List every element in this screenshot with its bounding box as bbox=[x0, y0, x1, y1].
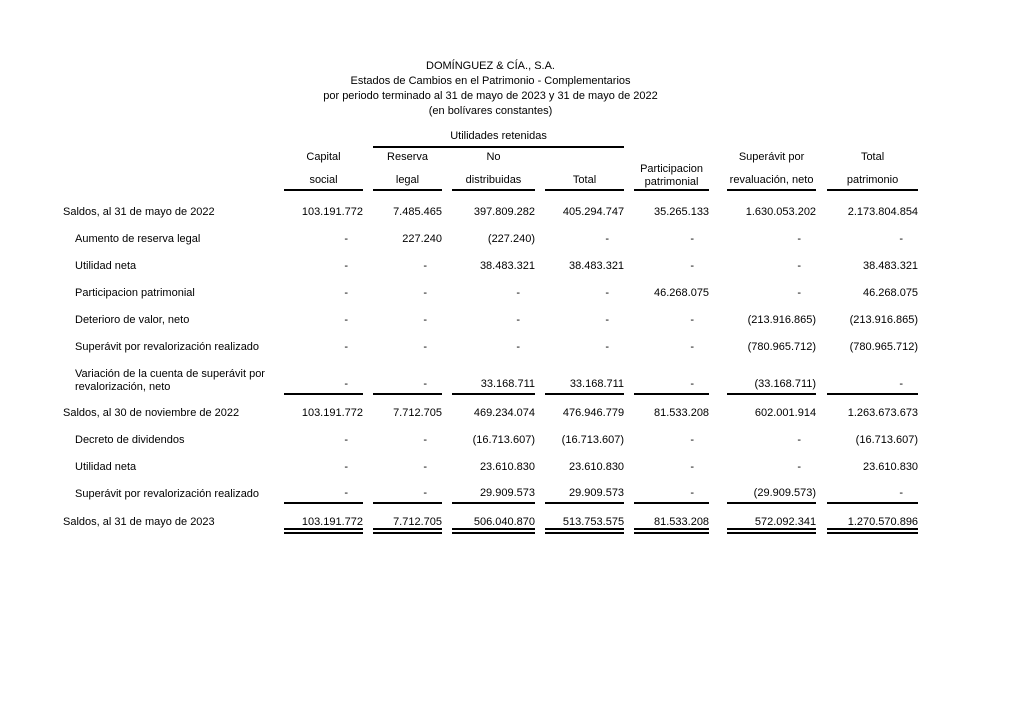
column-gap bbox=[442, 338, 452, 365]
table-cell: - bbox=[690, 260, 695, 272]
row-label: Decreto de dividendos bbox=[75, 434, 185, 446]
col-header-reserva-line1: Reserva bbox=[387, 151, 428, 163]
table-cell: 397.809.282 bbox=[473, 206, 535, 218]
table-cell: - bbox=[690, 314, 695, 326]
header-spacer bbox=[63, 190, 918, 203]
col-header-capital-line1: Capital bbox=[306, 151, 341, 163]
table-cell: 572.092.341 bbox=[727, 513, 816, 531]
column-gap bbox=[709, 431, 727, 458]
table-row bbox=[63, 230, 918, 257]
col-header-capital-line2: social bbox=[284, 163, 363, 190]
table-cell: - bbox=[423, 260, 427, 272]
column-gap bbox=[816, 257, 827, 284]
column-gap bbox=[363, 431, 373, 458]
column-gap bbox=[535, 284, 545, 311]
table-cell: - bbox=[899, 233, 904, 245]
statement-title-block bbox=[63, 59, 918, 119]
table-cell: - bbox=[605, 287, 610, 299]
column-gap bbox=[624, 338, 634, 365]
column-gap bbox=[442, 284, 452, 311]
table-row bbox=[63, 485, 918, 503]
table-cell: - bbox=[797, 260, 802, 272]
table-cell: - bbox=[423, 434, 427, 446]
table-cell: 46.268.075 bbox=[654, 287, 710, 299]
table-cell: 46.268.075 bbox=[863, 287, 919, 299]
column-gap bbox=[363, 404, 373, 431]
table-cell: - bbox=[797, 434, 802, 446]
table-cell: - bbox=[516, 314, 520, 326]
table-row bbox=[63, 513, 918, 531]
table-cell: (227.240) bbox=[487, 233, 535, 245]
table-cell: - bbox=[344, 314, 348, 326]
table-cell: - bbox=[516, 287, 520, 299]
table-cell: 7.485.465 bbox=[393, 206, 442, 218]
table-cell: - bbox=[827, 365, 918, 394]
column-gap bbox=[535, 513, 545, 531]
table-cell: - bbox=[344, 461, 348, 473]
column-gap bbox=[624, 365, 634, 394]
table-cell: 29.909.573 bbox=[545, 485, 624, 503]
column-gap bbox=[709, 485, 727, 503]
table-cell: (33.168.711) bbox=[727, 365, 816, 394]
group-header-utilidades-retenidas: Utilidades retenidas bbox=[373, 130, 624, 147]
table-cell: - bbox=[344, 287, 348, 299]
row-label: Participacion patrimonial bbox=[75, 287, 195, 299]
col-header-reserva-line2: legal bbox=[373, 163, 442, 190]
row-label: Utilidad neta bbox=[75, 461, 137, 473]
table-cell: 469.234.074 bbox=[473, 407, 535, 419]
table-cell: 38.483.321 bbox=[479, 260, 535, 272]
period-line: por periodo terminado al 31 de mayo de 2023 y 31 de mayo de 2022 bbox=[323, 90, 658, 102]
column-gap bbox=[442, 365, 452, 394]
table-cell: 7.712.705 bbox=[393, 407, 442, 419]
table-cell: - bbox=[284, 485, 363, 503]
column-gap bbox=[816, 230, 827, 257]
table-cell: 23.610.830 bbox=[479, 461, 535, 473]
row-spacer bbox=[63, 394, 918, 404]
column-gap bbox=[535, 203, 545, 230]
col-header-no-distribuidas-line2: distribuidas bbox=[452, 163, 535, 190]
row-label: Deterioro de valor, neto bbox=[75, 314, 190, 326]
column-gap bbox=[363, 513, 373, 531]
row-label: Saldos, al 31 de mayo de 2022 bbox=[63, 206, 215, 218]
column-gap bbox=[816, 338, 827, 365]
column-gap bbox=[442, 230, 452, 257]
table-header bbox=[63, 130, 918, 190]
column-gap bbox=[816, 203, 827, 230]
table-cell: - bbox=[690, 434, 695, 446]
col-header-superavit-line1: Superávit por bbox=[738, 151, 805, 163]
table-row bbox=[63, 365, 918, 394]
column-gap bbox=[816, 431, 827, 458]
column-gap bbox=[535, 257, 545, 284]
column-header-row-2 bbox=[63, 163, 918, 190]
table-cell: 35.265.133 bbox=[654, 206, 710, 218]
table-row bbox=[63, 203, 918, 230]
table-cell: 81.533.208 bbox=[654, 407, 710, 419]
column-gap bbox=[535, 338, 545, 365]
row-label: Saldos, al 31 de mayo de 2023 bbox=[63, 516, 215, 528]
table-cell: (16.713.607) bbox=[472, 434, 535, 446]
column-gap bbox=[709, 458, 727, 485]
row-label: Aumento de reserva legal bbox=[75, 233, 201, 245]
table-cell: - bbox=[344, 434, 348, 446]
column-gap bbox=[363, 257, 373, 284]
table-cell: - bbox=[344, 233, 348, 245]
table-cell: (213.916.865) bbox=[849, 314, 919, 326]
table-cell: 38.483.321 bbox=[569, 260, 625, 272]
column-gap bbox=[535, 365, 545, 394]
row-label: Saldos, al 30 de noviembre de 2022 bbox=[63, 407, 240, 419]
col-header-no-distribuidas-line1: No bbox=[486, 151, 501, 163]
table-cell: - bbox=[423, 341, 427, 353]
column-gap bbox=[624, 203, 634, 230]
table-cell: - bbox=[284, 365, 363, 394]
table-cell: - bbox=[373, 485, 442, 503]
table-cell: 38.483.321 bbox=[863, 260, 919, 272]
column-gap bbox=[442, 257, 452, 284]
column-gap bbox=[442, 513, 452, 531]
column-gap bbox=[624, 431, 634, 458]
table-cell: - bbox=[605, 341, 610, 353]
table-cell: 103.191.772 bbox=[301, 407, 363, 419]
table-cell: - bbox=[423, 314, 427, 326]
column-gap bbox=[363, 338, 373, 365]
table-cell: (213.916.865) bbox=[747, 314, 817, 326]
table-cell: 103.191.772 bbox=[284, 513, 363, 531]
column-gap bbox=[624, 257, 634, 284]
table-row bbox=[63, 257, 918, 284]
table-row bbox=[63, 311, 918, 338]
table-cell: (16.713.607) bbox=[855, 434, 919, 446]
table-cell: - bbox=[634, 485, 709, 503]
column-gap bbox=[535, 230, 545, 257]
column-gap bbox=[624, 311, 634, 338]
table-cell: 1.263.673.673 bbox=[847, 407, 919, 419]
table-cell: - bbox=[373, 365, 442, 394]
column-gap bbox=[535, 404, 545, 431]
column-gap bbox=[816, 284, 827, 311]
table-cell: 7.712.705 bbox=[373, 513, 442, 531]
table-cell: - bbox=[690, 233, 695, 245]
table-cell: 23.610.830 bbox=[863, 461, 919, 473]
table-cell: 2.173.804.854 bbox=[847, 206, 919, 218]
row-spacer bbox=[63, 503, 918, 513]
column-gap bbox=[709, 513, 727, 531]
column-gap bbox=[624, 458, 634, 485]
table-cell: (780.965.712) bbox=[849, 341, 919, 353]
column-gap bbox=[709, 365, 727, 394]
table-body bbox=[63, 190, 918, 531]
col-header-total-patrimonio-line2: patrimonio bbox=[827, 163, 918, 190]
column-gap bbox=[624, 485, 634, 503]
table-cell: (16.713.607) bbox=[561, 434, 625, 446]
table-row bbox=[63, 431, 918, 458]
table-cell: 227.240 bbox=[402, 233, 442, 245]
table-row bbox=[63, 284, 918, 311]
table-cell: 513.753.575 bbox=[545, 513, 624, 531]
column-gap bbox=[816, 485, 827, 503]
column-gap bbox=[816, 365, 827, 394]
col-header-total-line1 bbox=[545, 147, 624, 163]
table-cell: - bbox=[690, 461, 695, 473]
table-cell: - bbox=[516, 341, 520, 353]
column-gap bbox=[442, 458, 452, 485]
column-gap bbox=[442, 203, 452, 230]
table-cell: - bbox=[690, 341, 695, 353]
table-row bbox=[63, 404, 918, 431]
column-gap bbox=[624, 513, 634, 531]
column-gap bbox=[442, 311, 452, 338]
column-gap bbox=[709, 404, 727, 431]
column-gap bbox=[709, 230, 727, 257]
table-cell: 476.946.779 bbox=[562, 407, 625, 419]
table-cell: 29.909.573 bbox=[452, 485, 535, 503]
table-cell: 602.001.914 bbox=[754, 407, 817, 419]
row-label: Utilidad neta bbox=[75, 260, 137, 272]
row-label: Superávit por revalorización realizado bbox=[75, 341, 260, 353]
table-cell: - bbox=[827, 485, 918, 503]
table-cell: 23.610.830 bbox=[569, 461, 625, 473]
table-cell: 33.168.711 bbox=[452, 365, 535, 394]
column-gap bbox=[709, 284, 727, 311]
table-cell: - bbox=[605, 233, 610, 245]
col-header-participacion-patrimonial: Participacion patrimonial bbox=[634, 147, 709, 190]
column-gap bbox=[442, 485, 452, 503]
column-gap bbox=[363, 485, 373, 503]
column-gap bbox=[816, 404, 827, 431]
table-cell: 405.294.747 bbox=[562, 206, 625, 218]
column-gap bbox=[816, 311, 827, 338]
table-cell: - bbox=[423, 287, 427, 299]
table-cell: 81.533.208 bbox=[634, 513, 709, 531]
row-label: Superávit por revalorización realizado bbox=[75, 488, 260, 500]
column-header-row-1 bbox=[63, 147, 918, 163]
table-cell: 1.630.053.202 bbox=[745, 206, 817, 218]
column-gap bbox=[363, 311, 373, 338]
column-gap bbox=[816, 513, 827, 531]
table-cell: - bbox=[344, 341, 348, 353]
col-header-total-patrimonio-line1: Total bbox=[860, 151, 885, 163]
column-gap bbox=[624, 284, 634, 311]
row-label: Variación de la cuenta de superávit por revalorización, neto bbox=[75, 368, 265, 393]
col-header-total-line2: Total bbox=[545, 163, 624, 190]
column-gap bbox=[535, 458, 545, 485]
table-row bbox=[63, 338, 918, 365]
table-cell: - bbox=[797, 287, 802, 299]
table-cell: - bbox=[797, 233, 802, 245]
column-gap bbox=[363, 365, 373, 394]
table-cell: (29.909.573) bbox=[727, 485, 816, 503]
table-row bbox=[63, 458, 918, 485]
table-cell: - bbox=[423, 461, 427, 473]
table-cell: - bbox=[797, 461, 802, 473]
column-gap bbox=[709, 257, 727, 284]
table-cell: 103.191.772 bbox=[301, 206, 363, 218]
currency-note: (en bolívares constantes) bbox=[428, 105, 553, 117]
column-gap bbox=[442, 431, 452, 458]
column-gap bbox=[363, 203, 373, 230]
col-header-superavit-line2: revaluación, neto bbox=[727, 163, 816, 190]
column-gap bbox=[363, 458, 373, 485]
column-gap bbox=[535, 311, 545, 338]
table-cell: - bbox=[634, 365, 709, 394]
column-gap bbox=[709, 338, 727, 365]
table-cell: - bbox=[344, 260, 348, 272]
column-gap bbox=[535, 431, 545, 458]
group-header-row bbox=[63, 130, 918, 147]
column-gap bbox=[816, 458, 827, 485]
table-cell: 1.270.570.896 bbox=[827, 513, 918, 531]
column-gap bbox=[624, 230, 634, 257]
table-cell: - bbox=[605, 314, 610, 326]
equity-statement-table bbox=[63, 130, 918, 534]
column-gap bbox=[709, 203, 727, 230]
statement-name: Estados de Cambios en el Patrimonio - Complementarios bbox=[350, 75, 631, 87]
column-gap bbox=[363, 230, 373, 257]
table-cell: 33.168.711 bbox=[545, 365, 624, 394]
column-gap bbox=[624, 404, 634, 431]
column-gap bbox=[442, 404, 452, 431]
column-gap bbox=[363, 284, 373, 311]
company-name: DOMÍNGUEZ & CÍA., S.A. bbox=[426, 60, 555, 72]
column-gap bbox=[535, 485, 545, 503]
column-gap bbox=[709, 311, 727, 338]
table-cell: 506.040.870 bbox=[452, 513, 535, 531]
table-cell: (780.965.712) bbox=[747, 341, 817, 353]
